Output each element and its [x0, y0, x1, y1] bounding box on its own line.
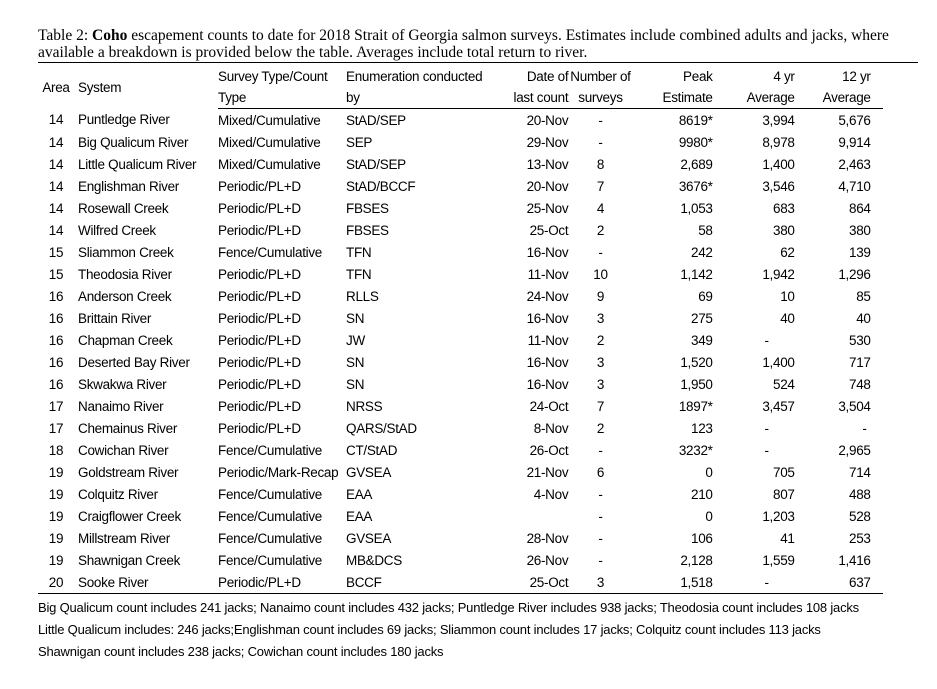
cell-enumerator: StAD/SEP	[346, 156, 406, 172]
cell-enumerator: NRSS	[346, 398, 383, 414]
cell-system: Little Qualicum River	[78, 156, 197, 172]
table-row	[38, 263, 883, 285]
cell-survey-type: Periodic/Mark-Recap	[218, 464, 339, 480]
cell-number-of-surveys: -	[598, 244, 603, 260]
cell-survey-type: Fence/Cumulative	[218, 552, 322, 568]
cell-last-count-date: 25-Oct	[482, 571, 570, 594]
header-enum-line1: Enumeration conducted	[346, 69, 483, 84]
header-system: System	[78, 79, 122, 95]
cell-enumerator: BCCF	[346, 571, 482, 594]
cell-number-of-surveys: 6	[596, 464, 605, 480]
cell-enumerator: GVSEA	[346, 464, 392, 480]
cell-12yr-average: 40	[856, 310, 871, 326]
header-row-1	[38, 66, 883, 87]
cell-4yr-average: 62	[780, 244, 795, 260]
cell-last-count-date: 4-Nov	[533, 486, 569, 502]
cell-system: Goldstream River	[78, 464, 179, 480]
table-row	[38, 395, 883, 417]
cell-last-count-date: 8-Nov	[533, 420, 569, 436]
cell-peak-estimate: 3676*	[678, 178, 713, 194]
cell-enumerator: CT/StAD	[346, 442, 398, 458]
cell-number-of-surveys: 4	[596, 200, 605, 216]
cell-survey-type: Periodic/PL+D	[218, 200, 301, 216]
cell-4yr-average: -	[764, 332, 769, 348]
table-row	[38, 109, 883, 132]
table-body	[38, 109, 883, 594]
cell-4yr-average: 683	[773, 200, 795, 216]
cell-system: Wilfred Creek	[78, 222, 156, 238]
cell-number-of-surveys: -	[598, 552, 603, 568]
table-row	[38, 153, 883, 175]
cell-4yr-average: 1,400	[762, 354, 795, 370]
cell-area: 14	[48, 156, 64, 172]
cell-last-count-date	[482, 505, 570, 527]
cell-area: 15	[48, 244, 64, 260]
cell-4yr-average: 3,994	[762, 112, 795, 128]
cell-survey-type: Fence/Cumulative	[218, 442, 322, 458]
table-row	[38, 527, 883, 549]
cell-12yr-average: 2,463	[838, 156, 871, 172]
cell-last-count-date: 24-Nov	[526, 288, 569, 304]
table-row	[38, 483, 883, 505]
cell-area: 15	[48, 266, 64, 282]
cell-system: Theodosia River	[78, 266, 172, 282]
cell-system: Deserted Bay River	[78, 354, 190, 370]
cell-system: Puntledge River	[78, 112, 170, 128]
cell-peak-estimate: 123	[691, 420, 713, 436]
cell-peak-estimate: 0	[705, 464, 713, 480]
cell-12yr-average: 9,914	[838, 134, 871, 150]
header-num-line2: surveys	[570, 87, 630, 109]
cell-last-count-date: 28-Nov	[526, 530, 569, 546]
header-enum-line2: by	[346, 87, 482, 109]
cell-12yr-average: 4,710	[838, 178, 871, 194]
cell-survey-type: Periodic/PL+D	[218, 332, 301, 348]
cell-system: Sooke River	[74, 571, 218, 594]
cell-survey-type: Periodic/PL+D	[218, 398, 301, 414]
cell-12yr-average: 85	[856, 288, 871, 304]
cell-survey-type: Fence/Cumulative	[218, 508, 322, 524]
header-avg12-line2: Average	[797, 87, 883, 109]
cell-last-count-date: 11-Nov	[527, 266, 569, 282]
cell-number-of-surveys: -	[598, 486, 603, 502]
cell-area: 14	[48, 134, 64, 150]
cell-area: 14	[48, 222, 64, 238]
cell-last-count-date: 16-Nov	[526, 310, 569, 326]
cell-system: Anderson Creek	[78, 288, 172, 304]
cell-enumerator: QARS/StAD	[346, 420, 417, 436]
cell-enumerator: RLLS	[346, 288, 379, 304]
cell-enumerator: SEP	[346, 134, 373, 150]
header-date-line2: last count	[482, 87, 570, 109]
cell-12yr-average: 714	[849, 464, 871, 480]
cell-area: 14	[48, 112, 64, 128]
cell-number-of-surveys: 9	[596, 288, 605, 304]
cell-number-of-surveys: -	[598, 508, 603, 524]
cell-4yr-average: 807	[773, 486, 795, 502]
cell-12yr-average: 5,676	[838, 112, 871, 128]
cell-area: 16	[48, 332, 64, 348]
cell-enumerator: SN	[346, 310, 365, 326]
cell-4yr-average: 41	[780, 530, 795, 546]
cell-number-of-surveys: -	[598, 442, 603, 458]
cell-system: Craigflower Creek	[78, 508, 181, 524]
cell-12yr-average: 3,504	[838, 398, 871, 414]
cell-4yr-average: 8,978	[762, 134, 795, 150]
cell-number-of-surveys: 7	[596, 178, 605, 194]
header-peak-line2: Estimate	[631, 87, 717, 109]
cell-area: 20	[38, 571, 74, 594]
cell-survey-type: Fence/Cumulative	[218, 530, 322, 546]
cell-12yr-average: 139	[849, 244, 871, 260]
cell-peak-estimate: 2,128	[680, 552, 713, 568]
table-row	[38, 175, 883, 197]
cell-4yr-average: 40	[780, 310, 795, 326]
header-avg12-line1: 12 yr	[842, 69, 871, 84]
cell-peak-estimate: 1,518	[631, 571, 717, 594]
header-avg4-line1: 4 yr	[773, 69, 795, 84]
cell-4yr-average: 1,559	[762, 552, 795, 568]
cell-area: 17	[48, 420, 64, 436]
cell-survey-type: Mixed/Cumulative	[218, 156, 321, 172]
cell-12yr-average: 530	[849, 332, 871, 348]
cell-survey-type: Mixed/Cumulative	[218, 134, 321, 150]
cell-system: Nanaimo River	[78, 398, 164, 414]
cell-enumerator: MB&DCS	[346, 552, 402, 568]
header-area: Area	[42, 79, 70, 95]
cell-last-count-date: 26-Nov	[526, 552, 569, 568]
cell-12yr-average: -	[862, 420, 867, 436]
header-date-line1: Date of	[526, 69, 569, 84]
cell-system: Brittain River	[78, 310, 152, 326]
cell-last-count-date: 13-Nov	[526, 156, 569, 172]
cell-last-count-date: 26-Oct	[529, 442, 569, 458]
cell-enumerator: TFN	[346, 266, 372, 282]
note-line: Shawnigan count includes 238 jacks; Cowichan count includes 180 jacks	[38, 644, 444, 659]
cell-enumerator: EAA	[346, 486, 373, 502]
cell-survey-type: Periodic/PL+D	[218, 288, 301, 304]
table-row	[38, 329, 883, 351]
header-type-line2: Type	[218, 87, 346, 109]
cell-number-of-surveys: 3	[570, 571, 630, 594]
caption-text: escapement counts to date for 2018 Strait of Georgia salmon surveys. Estimates include combined adults and jacks, where available a breakdown is provided below the table. Averages include total return to river.	[38, 27, 889, 61]
cell-12yr-average: 637	[797, 571, 883, 594]
cell-last-count-date: 25-Nov	[526, 200, 569, 216]
cell-number-of-surveys: -	[598, 530, 603, 546]
cell-system: Chapman Creek	[78, 332, 173, 348]
cell-peak-estimate: 1,053	[680, 200, 713, 216]
table-row	[38, 285, 883, 307]
cell-survey-type: Periodic/PL+D	[218, 310, 301, 326]
cell-survey-type: Periodic/PL+D	[218, 222, 301, 238]
note-line: Little Qualicum includes: 246 jacks;Englishman count includes 69 jacks; Sliammon count includes 17 jacks; Colquitz count includes 113 jacks	[38, 622, 821, 637]
cell-12yr-average: 253	[849, 530, 871, 546]
header-avg4-line2: Average	[717, 87, 797, 109]
table-row	[38, 373, 883, 395]
cell-last-count-date: 29-Nov	[526, 134, 569, 150]
cell-enumerator: FBSES	[346, 200, 389, 216]
table-row	[38, 461, 883, 483]
cell-area: 16	[48, 376, 64, 392]
cell-system: Cowichan River	[78, 442, 169, 458]
cell-peak-estimate: 2,689	[680, 156, 713, 172]
cell-last-count-date: 20-Nov	[526, 178, 569, 194]
cell-last-count-date: 16-Nov	[526, 376, 569, 392]
cell-area: 17	[48, 398, 64, 414]
cell-peak-estimate: 9980*	[678, 134, 713, 150]
cell-4yr-average: 524	[773, 376, 795, 392]
table-row	[38, 571, 883, 594]
cell-peak-estimate: 210	[691, 486, 713, 502]
cell-area: 19	[48, 464, 64, 480]
cell-4yr-average: 1,203	[762, 508, 795, 524]
cell-enumerator: GVSEA	[346, 530, 392, 546]
cell-system: Chemainus River	[78, 420, 178, 436]
cell-4yr-average: -	[717, 571, 797, 594]
cell-peak-estimate: 8619*	[678, 112, 713, 128]
cell-number-of-surveys: 2	[596, 222, 605, 238]
cell-system: Rosewall Creek	[78, 200, 169, 216]
cell-area: 19	[48, 530, 64, 546]
cell-survey-type: Fence/Cumulative	[218, 244, 322, 260]
cell-survey-type: Mixed/Cumulative	[218, 112, 321, 128]
cell-system: Millstream River	[78, 530, 170, 546]
table-row	[38, 219, 883, 241]
cell-area: 16	[48, 288, 64, 304]
cell-4yr-average: 3,546	[762, 178, 795, 194]
cell-system: Big Qualicum River	[78, 134, 189, 150]
cell-area: 14	[48, 178, 64, 194]
cell-area: 19	[48, 486, 64, 502]
cell-number-of-surveys: -	[598, 112, 603, 128]
table-row	[38, 439, 883, 461]
cell-last-count-date: 16-Nov	[526, 354, 569, 370]
cell-12yr-average: 1,296	[838, 266, 871, 282]
cell-survey-type: Periodic/PL+D	[218, 266, 301, 282]
cell-system: Colquitz River	[78, 486, 158, 502]
cell-system: Englishman River	[78, 178, 179, 194]
cell-12yr-average: 488	[849, 486, 871, 502]
cell-4yr-average: 3,457	[762, 398, 795, 414]
cell-number-of-surveys: 3	[596, 310, 605, 326]
cell-area: 14	[48, 200, 64, 216]
cell-last-count-date: 20-Nov	[526, 112, 569, 128]
cell-number-of-surveys: 2	[596, 332, 605, 348]
cell-number-of-surveys: 10	[593, 266, 608, 282]
cell-peak-estimate: 0	[705, 508, 713, 524]
cell-peak-estimate: 349	[691, 332, 713, 348]
cell-area: 16	[48, 354, 64, 370]
cell-number-of-surveys: -	[598, 134, 603, 150]
cell-12yr-average: 2,965	[838, 442, 871, 458]
table-row	[38, 197, 883, 219]
cell-peak-estimate: 242	[691, 244, 713, 260]
cell-peak-estimate: 275	[691, 310, 713, 326]
cell-number-of-surveys: 3	[596, 354, 605, 370]
cell-12yr-average: 717	[849, 354, 871, 370]
cell-enumerator: SN	[346, 354, 365, 370]
cell-enumerator: EAA	[346, 508, 373, 524]
cell-system: Sliammon Creek	[78, 244, 174, 260]
cell-4yr-average: 380	[773, 222, 795, 238]
caption-prefix: Table 2:	[38, 27, 93, 44]
cell-4yr-average: 1,942	[762, 266, 795, 282]
cell-peak-estimate: 1897*	[678, 398, 713, 414]
cell-survey-type: Periodic/PL+D	[218, 571, 346, 594]
cell-last-count-date: 24-Oct	[529, 398, 569, 414]
cell-12yr-average: 864	[849, 200, 871, 216]
cell-number-of-surveys: 8	[596, 156, 605, 172]
cell-peak-estimate: 69	[698, 288, 713, 304]
cell-4yr-average: -	[764, 442, 769, 458]
cell-enumerator: JW	[346, 332, 365, 348]
cell-area: 19	[48, 552, 64, 568]
cell-last-count-date: 21-Nov	[526, 464, 569, 480]
table-row	[38, 549, 883, 571]
cell-number-of-surveys: 2	[596, 420, 605, 436]
cell-4yr-average: 1,400	[762, 156, 795, 172]
cell-last-count-date: 25-Oct	[529, 222, 569, 238]
cell-area: 16	[48, 310, 64, 326]
cell-12yr-average: 1,416	[838, 552, 871, 568]
cell-last-count-date: 11-Nov	[527, 332, 569, 348]
cell-enumerator: StAD/SEP	[346, 112, 406, 128]
cell-number-of-surveys: 7	[596, 398, 605, 414]
cell-enumerator: SN	[346, 376, 365, 392]
cell-enumerator: TFN	[346, 244, 372, 260]
cell-4yr-average: 705	[773, 464, 795, 480]
cell-4yr-average: 10	[780, 288, 795, 304]
cell-enumerator: StAD/BCCF	[346, 178, 416, 194]
cell-12yr-average: 380	[849, 222, 871, 238]
cell-12yr-average: 528	[849, 508, 871, 524]
cell-peak-estimate: 1,142	[680, 266, 713, 282]
cell-number-of-surveys: 3	[596, 376, 605, 392]
table-row	[38, 307, 883, 329]
cell-survey-type: Periodic/PL+D	[218, 420, 301, 436]
cell-peak-estimate: 58	[698, 222, 713, 238]
cell-peak-estimate: 1,950	[680, 376, 713, 392]
table-notes	[38, 597, 918, 663]
cell-survey-type: Fence/Cumulative	[218, 486, 322, 502]
cell-12yr-average: 748	[849, 376, 871, 392]
cell-system: Skwakwa River	[78, 376, 167, 392]
escapement-table	[38, 66, 883, 594]
cell-survey-type: Periodic/PL+D	[218, 178, 301, 194]
header-type-line1: Survey Type/Count	[218, 69, 328, 84]
table-row	[38, 131, 883, 153]
table-row	[38, 417, 883, 439]
cell-area: 19	[48, 508, 64, 524]
header-peak-line1: Peak	[683, 69, 713, 84]
header-num-line1: Number of	[570, 69, 631, 84]
table-row	[38, 505, 883, 527]
note-line: Big Qualicum count includes 241 jacks; Nanaimo count includes 432 jacks; Puntledge River includes 938 jacks; Theodosia count includes 108 jacks	[38, 600, 859, 615]
table-row	[38, 241, 883, 263]
cell-enumerator: FBSES	[346, 222, 389, 238]
cell-last-count-date: 16-Nov	[526, 244, 569, 260]
table-caption	[38, 27, 918, 63]
cell-system: Shawnigan Creek	[78, 552, 181, 568]
caption-species: Coho	[92, 27, 128, 44]
cell-survey-type: Periodic/PL+D	[218, 376, 301, 392]
cell-survey-type: Periodic/PL+D	[218, 354, 301, 370]
cell-4yr-average: -	[764, 420, 769, 436]
cell-peak-estimate: 106	[691, 530, 713, 546]
cell-area: 18	[48, 442, 64, 458]
cell-peak-estimate: 1,520	[680, 354, 713, 370]
table-row	[38, 351, 883, 373]
cell-peak-estimate: 3232*	[678, 442, 713, 458]
